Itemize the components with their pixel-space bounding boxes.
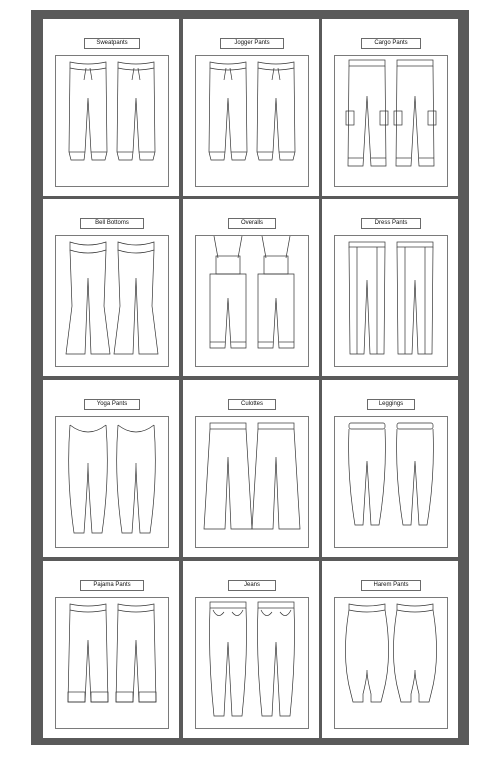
sweatpants-sketch <box>56 56 168 186</box>
garment-sketch-frame <box>55 597 169 729</box>
garment-title: Yoga Pants <box>84 399 140 410</box>
garment-sketch-frame <box>334 235 448 367</box>
garment-title: Pajama Pants <box>80 580 144 591</box>
garment-title: Jeans <box>228 580 276 591</box>
garment-card <box>322 199 458 376</box>
garment-sketch-frame <box>334 55 448 187</box>
dress-pants-sketch <box>335 236 447 366</box>
harem-pants-sketch <box>335 598 447 728</box>
garment-title: Sweatpants <box>84 38 140 49</box>
pants-chart-board <box>31 10 469 745</box>
garment-sketch-frame <box>55 416 169 548</box>
leggings-sketch <box>335 417 447 547</box>
garment-title: Harem Pants <box>361 580 421 591</box>
garment-sketch-frame <box>55 235 169 367</box>
garment-card <box>183 561 319 738</box>
overalls-sketch <box>196 236 308 366</box>
garment-card <box>43 199 179 376</box>
garment-sketch-frame <box>195 416 309 548</box>
garment-card <box>43 561 179 738</box>
garment-title: Leggings <box>367 399 415 410</box>
bell-bottoms-sketch <box>56 236 168 366</box>
garment-card <box>183 199 319 376</box>
jogger-pants-sketch <box>196 56 308 186</box>
garment-sketch-frame <box>195 55 309 187</box>
garment-title: Overalls <box>228 218 276 229</box>
garment-card <box>322 380 458 557</box>
garment-title: Culottes <box>228 399 276 410</box>
garment-title: Jogger Pants <box>220 38 284 49</box>
garment-title: Bell Bottoms <box>80 218 144 229</box>
jeans-sketch <box>196 598 308 728</box>
garment-sketch-frame <box>334 416 448 548</box>
garment-title: Dress Pants <box>361 218 421 229</box>
garment-sketch-frame <box>55 55 169 187</box>
garment-card <box>322 19 458 196</box>
garment-sketch-frame <box>334 597 448 729</box>
garment-sketch-frame <box>195 597 309 729</box>
garment-card <box>43 380 179 557</box>
culottes-sketch <box>196 417 308 547</box>
garment-card <box>43 19 179 196</box>
garment-card <box>322 561 458 738</box>
garment-card <box>183 380 319 557</box>
cargo-pants-sketch <box>335 56 447 186</box>
pajama-pants-sketch <box>56 598 168 728</box>
yoga-pants-sketch <box>56 417 168 547</box>
garment-card <box>183 19 319 196</box>
garment-sketch-frame <box>195 235 309 367</box>
garment-title: Cargo Pants <box>361 38 421 49</box>
